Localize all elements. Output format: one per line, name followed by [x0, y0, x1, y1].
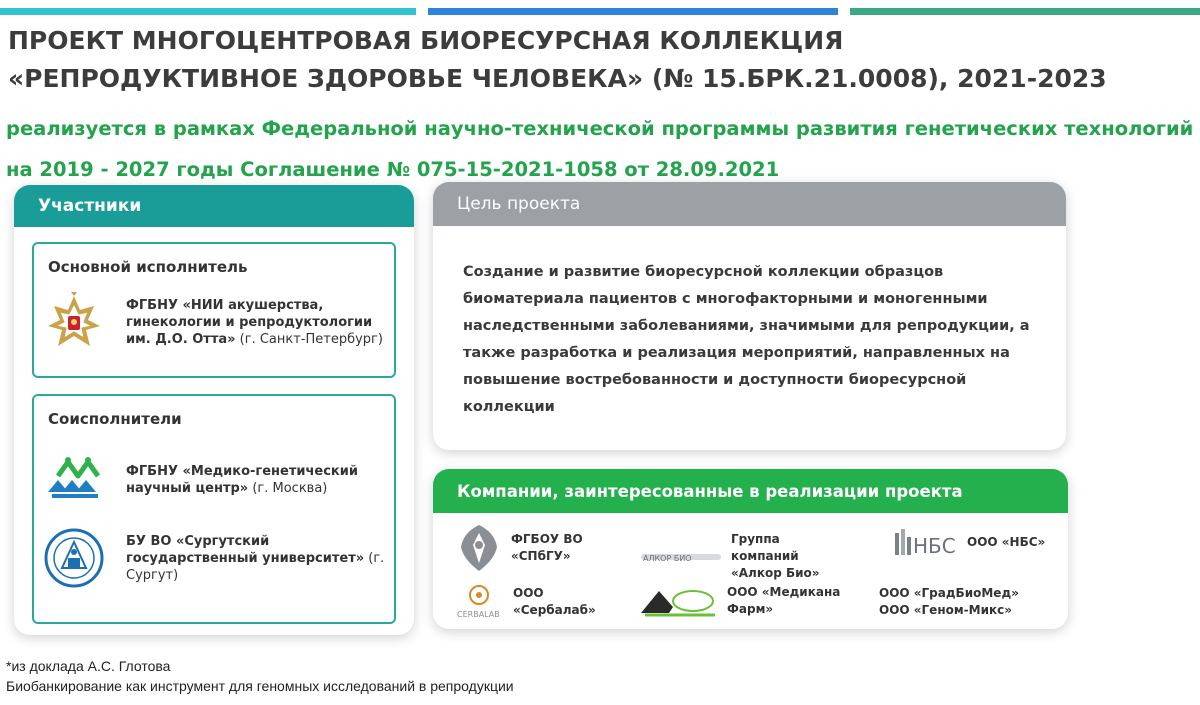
main-executor-text [126, 297, 388, 348]
participants-card [14, 185, 414, 635]
company-item-gradbiomed [879, 585, 1029, 619]
co-executor-org-1 [44, 450, 388, 510]
co-executors-title: Соисполнители [48, 410, 182, 428]
co-executors-box [32, 394, 396, 624]
alkor-logo-text: АЛКОР БИО [643, 553, 692, 563]
company-item-medikana [639, 583, 847, 619]
company-item-spbgu [457, 523, 611, 573]
companies-header: Компании, заинтересованные в реализации проекта [433, 469, 1068, 513]
companies-grid [433, 513, 1068, 629]
main-executor-box [32, 242, 396, 378]
company-item-alkor [641, 531, 851, 582]
mgnc-logo-icon [44, 450, 104, 510]
participants-header: Участники [14, 185, 414, 227]
page-subtitle: реализуется в рамках Федеральной научно-технической программы развития генетических технологий на 2019 - 2027 годы Соглашение № 075-15-2021-1058 от 28.09.2021 [6, 117, 1194, 181]
nbs-logo-text: НБС [913, 534, 956, 557]
company-item-cerbalab [455, 583, 603, 621]
nbs-logo-icon [893, 527, 957, 557]
co-executor-name-1: ФГБНУ «Медико-генетический научный центр» [126, 464, 358, 496]
main-executor-title: Основной исполнитель [48, 258, 248, 276]
top-accent-bar-blue [428, 8, 838, 15]
goal-card [433, 182, 1066, 450]
cerbalab-logo-text: CERBALAB [457, 610, 500, 619]
main-executor-org [44, 292, 388, 352]
spbgu-emblem-icon [457, 523, 501, 573]
company-name-spbgu: ФГБОУ ВО «СПбГУ» [511, 532, 583, 563]
co-executor-city-2: (г. Сургут) [126, 550, 385, 583]
co-executor-text-2 [126, 533, 388, 584]
co-executor-text-1 [126, 463, 388, 497]
top-accent-bar-cyan [0, 8, 416, 15]
co-executor-org-2 [44, 528, 388, 588]
cerbalab-logo-icon [455, 583, 503, 621]
main-executor-city: (г. Санкт-Петербург) [235, 331, 383, 347]
top-accent-bar-green [850, 8, 1200, 15]
main-executor-name: ФГБНУ «НИИ акушерства, гинекологии и репродуктологии им. Д.О. Отта» [126, 297, 373, 347]
company-name-gradbiomed: ООО «ГрадБиоМед» ООО «Геном-Микс» [879, 586, 1019, 617]
company-name-cerbalab: ООО «Сербалаб» [513, 586, 596, 617]
medikana-logo-icon [639, 583, 717, 619]
footnote [6, 656, 514, 696]
alkor-bio-logo-icon [641, 546, 721, 568]
co-executor-city-1: (г. Москва) [248, 481, 328, 496]
company-name-alkor: Группа компаний «Алкор Био» [731, 532, 820, 580]
company-name-nbs: ООО «НБС» [967, 534, 1046, 549]
goal-text: Создание и развитие биоресурсной коллекции образцов биоматериала пациентов с многофакторными и моногенными наследственными заболеваниями, значимыми для репродукции, а также разработка и реализация мероприятий, направленных на повышение востребованности и доступности биоресурсной коллекции [463, 264, 1030, 415]
company-name-medikana: ООО «Медикана Фарм» [727, 585, 841, 616]
goal-header: Цель проекта [433, 182, 1066, 226]
eagle-emblem-icon [44, 292, 104, 352]
co-executor-name-2: БУ ВО «Сургутский государственный университет» [126, 533, 365, 566]
footnote-report-title: Биобанкирование как инструмент для геномных исследований в репродукции [6, 678, 514, 694]
surgut-university-seal-icon [44, 528, 104, 588]
footnote-source: *из доклада А.С. Глотова [6, 658, 171, 674]
company-item-nbs [893, 527, 1057, 557]
companies-card [433, 469, 1068, 629]
page-title: ПРОЕКТ МНОГОЦЕНТРОВАЯ БИОРЕСУРСНАЯ КОЛЛЕКЦИЯ «РЕПРОДУКТИВНОЕ ЗДОРОВЬЕ ЧЕЛОВЕКА» (№ 15.БРК.21.0008), 2021-2023 [8, 26, 1107, 93]
